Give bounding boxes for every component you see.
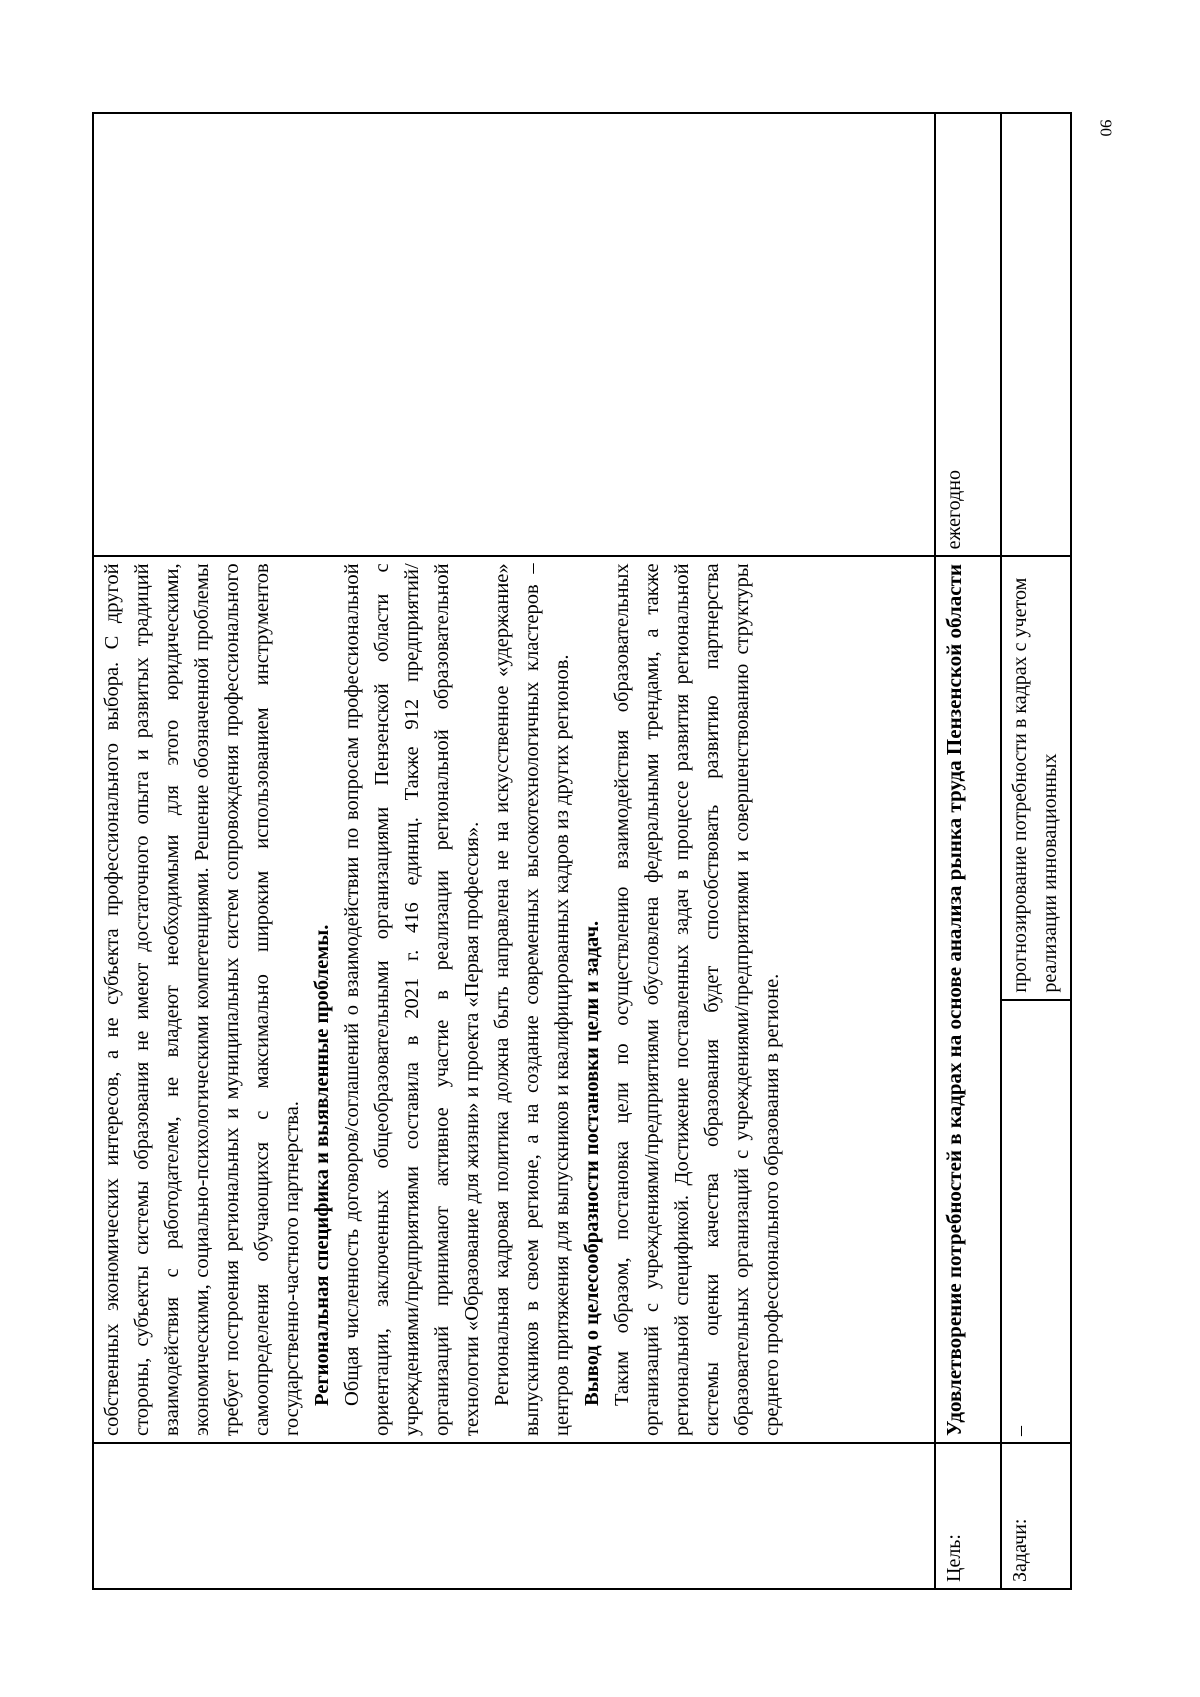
table-row-tasks	[1001, 113, 1071, 1589]
empty-frequency-cell	[93, 113, 935, 556]
tasks-text: прогнозирование потребности в кадрах с учетом реализации инновационных	[1001, 556, 1071, 999]
analysis-text-cell	[93, 556, 935, 1443]
goal-text: Удовлетворение потребностей в кадрах на основе анализа рынка труда Пензенской области	[935, 556, 1001, 1443]
table-row-goal	[935, 113, 1001, 1589]
document-table	[92, 112, 1072, 1590]
paragraph-agreements: Общая численность договоров/соглашений о взаимодействии по вопросам профессиональной ориентации, заключенных общеобразовательными организациями Пензенской области с учреждениями/предприятиями составила в 2021 г. 416 единиц. Также 912 предприятий/организаций принимают активное участие в реализации региональной образовательной технологии «Образование для жизни» и проекта «Первая профессия».	[341, 563, 483, 1436]
heading-conclusion: Вывод о целесообразности постановки цели и задач.	[581, 920, 603, 1406]
page-number: 90	[1096, 119, 1116, 137]
rotated-page	[92, 112, 1072, 1590]
paragraph-intro: собственных экономических интересов, а не субъекта профессионального выбора. С другой стороны, субъекты системы образования не имеют достаточного опыта и развитых традиций взаимодействия с работодателем, не владеют необходимыми для этого юридическими, экономическими, социально-психологическими компетенциями. Решение обозначенной проблемы требует построения региональных и муниципальных систем сопровождения профессионального самоопределения обучающихся с максимально широким использованием инструментов государственно-частного партнерства.	[101, 563, 303, 1436]
empty-label-cell	[93, 1443, 935, 1589]
paragraph-personnel-policy: Региональная кадровая политика должна быть направлена не на искусственное «удержание» выпускников в своем регионе, а на создание современных высокотехнологичных кластеров – центров притяжения для выпускников и квалифицированных кадров из других регионов.	[491, 563, 573, 1436]
goal-frequency: ежегодно	[935, 113, 1001, 556]
goal-label: Цель:	[935, 1443, 1001, 1589]
tasks-dash: –	[1001, 1000, 1071, 1443]
paragraph-conclusion: Таким образом, постановка цели по осуществлению взаимодействия образовательных организаций с учреждениями/предприятиями обусловлена федеральными трендами, а также региональной спецификой. Достижение поставленных задач в процессе развития региональной системы оценки качества образования будет способствовать развитию партнерства образовательных организаций с учреждениями/предприятиями и совершенствованию структуры среднего профессионального образования в регионе.	[611, 563, 783, 1436]
tasks-empty-cell	[1001, 113, 1071, 556]
tasks-label: Задачи:	[1001, 1443, 1071, 1589]
rotated-table-wrapper	[92, 112, 1072, 1590]
heading-regional-specifics: Региональная специфика и выявленные проблемы.	[311, 924, 333, 1406]
table-row-text	[93, 113, 935, 1589]
